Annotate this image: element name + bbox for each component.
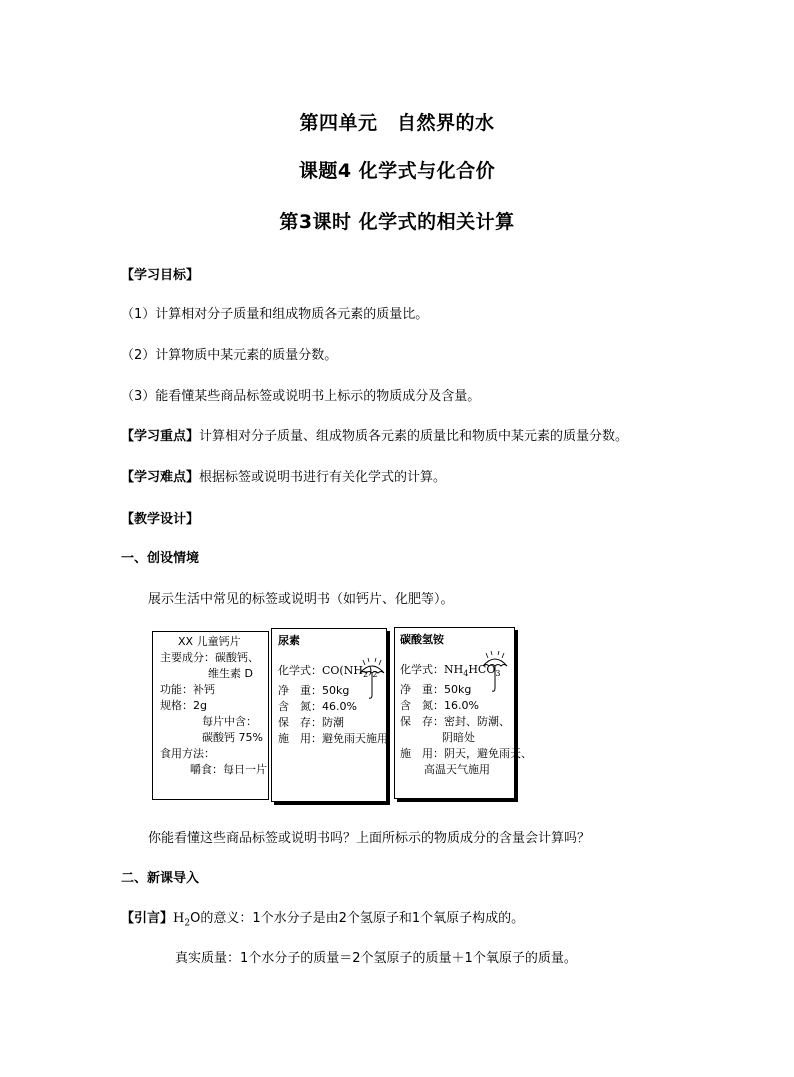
urea-formula-label: 化学式： [278, 664, 322, 677]
objective-item: （2）计算物质中某元素的质量分数。 [121, 348, 338, 363]
difficulty [121, 466, 446, 485]
urea-label-line: 净 重：50kg [278, 684, 350, 698]
objective-item: （3）能看懂某些商品标签或说明书上标示的物质成分及含量。 [121, 389, 481, 404]
calcium-label-line: 维生素 D [208, 667, 253, 680]
intro-formula: H [173, 911, 185, 926]
ammonium-label-line: 阴暗处 [442, 731, 475, 745]
key-point-text: 计算相对分子质量、组成物质各元素的质量比和物质中某元素的质量分数。 [199, 429, 629, 444]
period-title: 第3课时 化学式的相关计算 [279, 211, 515, 233]
ammonium-label-line: 净 重：50kg [400, 683, 472, 697]
calcium-label-line: 主要成分：碳酸钙、 [160, 651, 259, 664]
calcium-label [152, 631, 269, 800]
section2-heading: 二、新课导入 [121, 871, 200, 886]
difficulty-text: 根据标签或说明书进行有关化学式的计算。 [199, 470, 447, 485]
urea-formula-sub: 2 [372, 670, 378, 680]
ammonium-formula-part: NH [444, 663, 464, 676]
key-point [121, 425, 628, 444]
section1-intro: 展示生活中常见的标签或说明书（如钙片、化肥等）。 [148, 592, 454, 607]
intro-line [121, 907, 524, 929]
section1-heading: 一、创设情境 [121, 551, 200, 566]
ammonium-label-title: 碳酸氢铵 [400, 633, 444, 646]
section1-question: 你能看懂这些商品标签或说明书吗？上面所标示的物质成分的含量会计算吗？ [148, 831, 591, 846]
urea-label-line: 施 用：避免雨天施用 [278, 732, 388, 746]
calcium-label-line: 功能：补钙 [160, 683, 215, 696]
difficulty-label: 【学习难点】 [121, 470, 200, 485]
ammonium-formula-part: HCO [468, 663, 496, 676]
calcium-label-line: 碳酸钙 75% [202, 731, 263, 744]
ammonium-formula-sub: 3 [495, 669, 501, 679]
objective-item: （1）计算相对分子质量和组成物质各元素的质量比。 [121, 307, 429, 322]
ammonium-label-line: 保 存：密封、防潮、 [400, 715, 510, 729]
ammonium-formula-sub: 4 [463, 669, 469, 679]
urea-formula-part: ) [368, 664, 373, 677]
intro-text: O的意义：1个水分子是由2个氢原子和1个氧原子构成的。 [190, 911, 525, 926]
ammonium-formula-label: 化学式： [400, 663, 444, 676]
umbrella-icon [358, 657, 386, 703]
ammonium-label-line: 含 氮：16.0% [400, 699, 479, 713]
calcium-label-line: 每片中含： [202, 715, 257, 728]
key-point-label: 【学习重点】 [121, 429, 200, 444]
urea-label-line: 保 存：防潮 [278, 716, 344, 730]
calcium-label-line: 规格：2g [160, 699, 207, 712]
mass-line: 真实质量：1个水分子的质量＝2个氢原子的质量＋1个氧原子的质量。 [175, 951, 577, 966]
urea-label-line: 含 氮：46.0% [278, 700, 357, 714]
calcium-label-line: 食用方法： [160, 747, 215, 760]
intro-label: 【引言】 [121, 911, 174, 926]
design-heading: 【教学设计】 [121, 512, 200, 527]
intro-formula-sub: 2 [184, 918, 191, 929]
unit-title: 第四单元 自然界的水 [299, 112, 495, 134]
calcium-label-title: XX 儿童钙片 [178, 635, 241, 648]
umbrella-icon [481, 650, 509, 696]
calcium-label-line: 嚼食：每日一片 [190, 763, 267, 776]
ammonium-bicarbonate-label [394, 627, 532, 799]
ammonium-label-line: 施 用：阴天，避免雨天、 [400, 747, 532, 761]
urea-label-title: 尿素 [278, 634, 300, 647]
objectives-heading: 【学习目标】 [121, 268, 200, 283]
urea-formula-part: CO(NH [322, 664, 363, 677]
urea-formula-sub: 2 [362, 670, 369, 680]
lesson-title: 课题4 化学式与化合价 [298, 160, 496, 182]
ammonium-label-line: 高温天气施用 [424, 763, 490, 777]
urea-label [271, 628, 387, 802]
